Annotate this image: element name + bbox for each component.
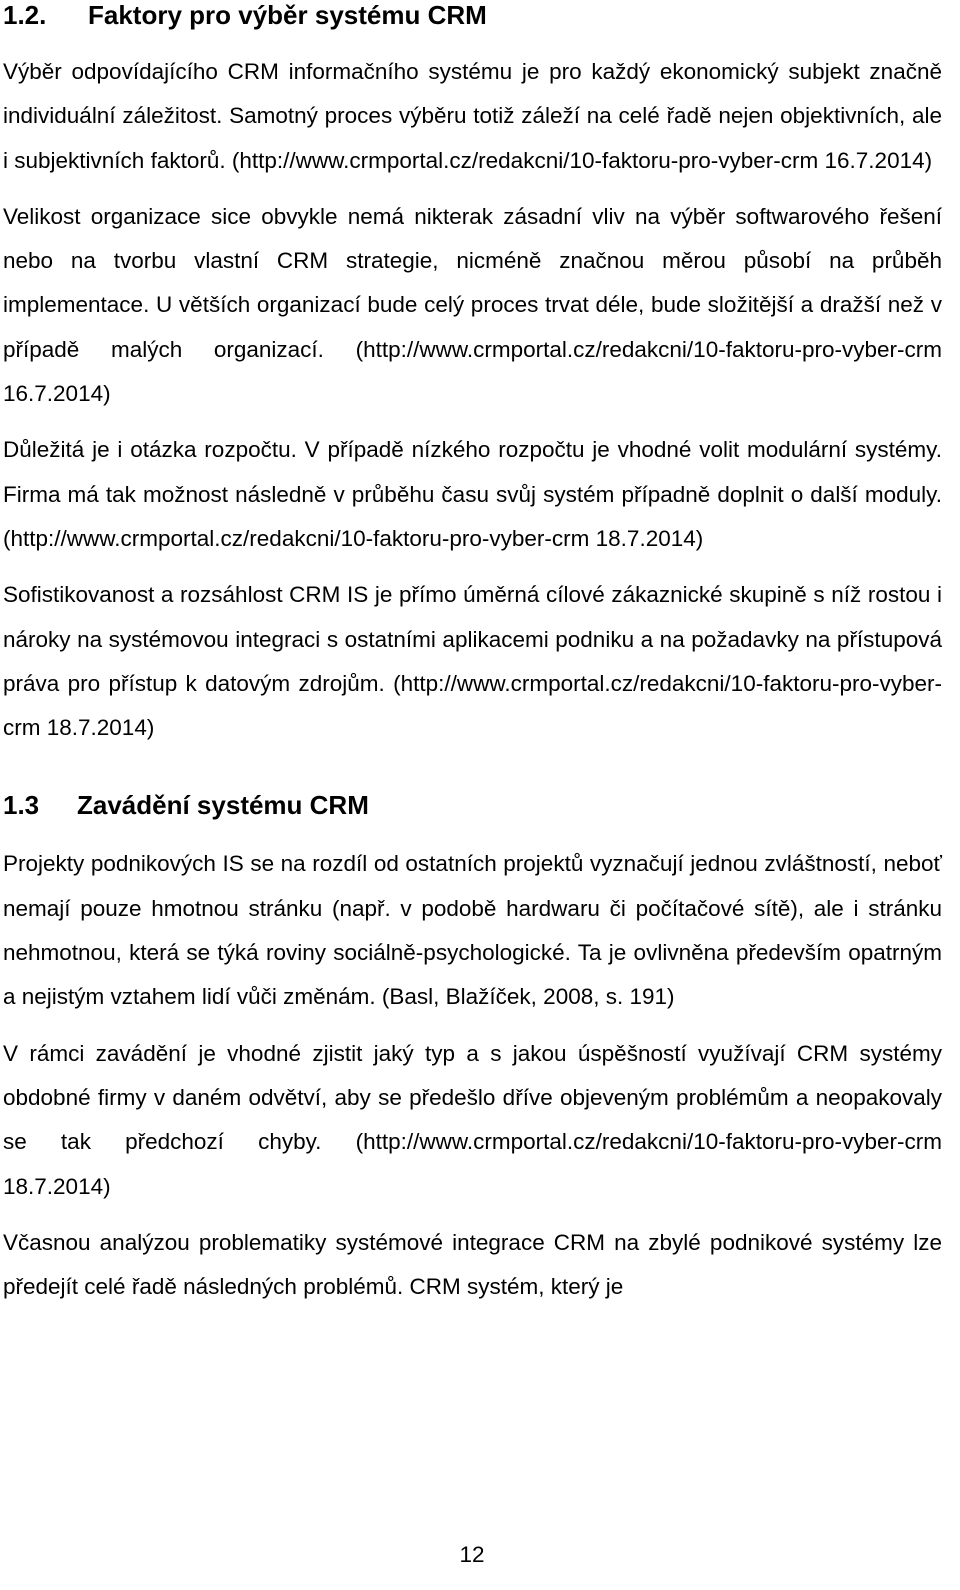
section-heading-1-3 [3, 790, 942, 820]
section-number: 1.2. [3, 0, 47, 30]
paragraph: Výběr odpovídajícího CRM informačního systému je pro každý ekonomický subjekt značně individuální záležitost. Samotný proces výběru totiž záleží na celé řadě nejen objektivních, ale i subjektivních faktorů. (http://www.crmportal.cz/redakcni/10-faktoru-pro-vyber-crm 16.7.2014) [3, 59, 942, 173]
paragraph: Včasnou analýzou problematiky systémové integrace CRM na zbylé podnikové systémy lze předejít celé řadě následných problémů. CRM systém, který je [3, 1229, 942, 1300]
document-page [3, 0, 942, 1309]
paragraph: Sofistikovanost a rozsáhlost CRM IS je přímo úměrná cílové zákaznické skupině s níž rostou i nároky na systémovou integraci s ostatními aplikacemi podniku a na požadavky na přístupová práva pro přístup k datovým zdrojům. (http://www.crmportal.cz/redakcni/10-faktoru-pro-vyber-crm 18.7.2014) [3, 582, 942, 741]
section-title: Faktory pro výběr systému CRM [88, 0, 487, 30]
section-heading-1-2 [3, 0, 942, 30]
paragraph: Velikost organizace sice obvykle nemá nikterak zásadní vliv na výběr softwarového řešení nebo na tvorbu vlastní CRM strategie, nicméně značnou měrou působí na průběh implementace. U větších organizací bude celý proces trvat déle, bude složitější a dražší než v případě malých organizací. (http://www.crmportal.cz/redakcni/10-faktoru-pro-vyber-crm 16.7.2014) [3, 203, 942, 407]
section-title: Zavádění systému CRM [77, 790, 369, 821]
paragraph: V rámci zavádění je vhodné zjistit jaký typ a s jakou úspěšností využívají CRM systémy obdobné firmy v daném odvětví, aby se předešlo dříve objeveným problémům a neopakovaly se tak předchozí chyby. (http://www.crmportal.cz/redakcni/10-faktoru-pro-vyber-crm 18.7.2014) [3, 1040, 942, 1199]
page-number: 12 [459, 1542, 485, 1567]
paragraph: Projekty podnikových IS se na rozdíl od ostatních projektů vyznačují jednou zvláštností, neboť nemají pouze hmotnou stránku (např. v podobě hardwaru či počítačové sítě), ale i stránku nehmotnou, která se týká roviny sociálně-psychologické. Ta je ovlivněna především opatrným a nejistým vztahem lidí vůči změnám. (Basl, Blažíček, 2008, s. 191) [3, 851, 942, 1010]
paragraph: Důležitá je i otázka rozpočtu. V případě nízkého rozpočtu je vhodné volit modulární systémy. Firma má tak možnost následně v průběhu času svůj systém případně doplnit o další moduly. (http://www.crmportal.cz/redakcni/10-faktoru-pro-vyber-crm 18.7.2014) [3, 437, 942, 551]
section-number: 1.3 [3, 790, 40, 821]
